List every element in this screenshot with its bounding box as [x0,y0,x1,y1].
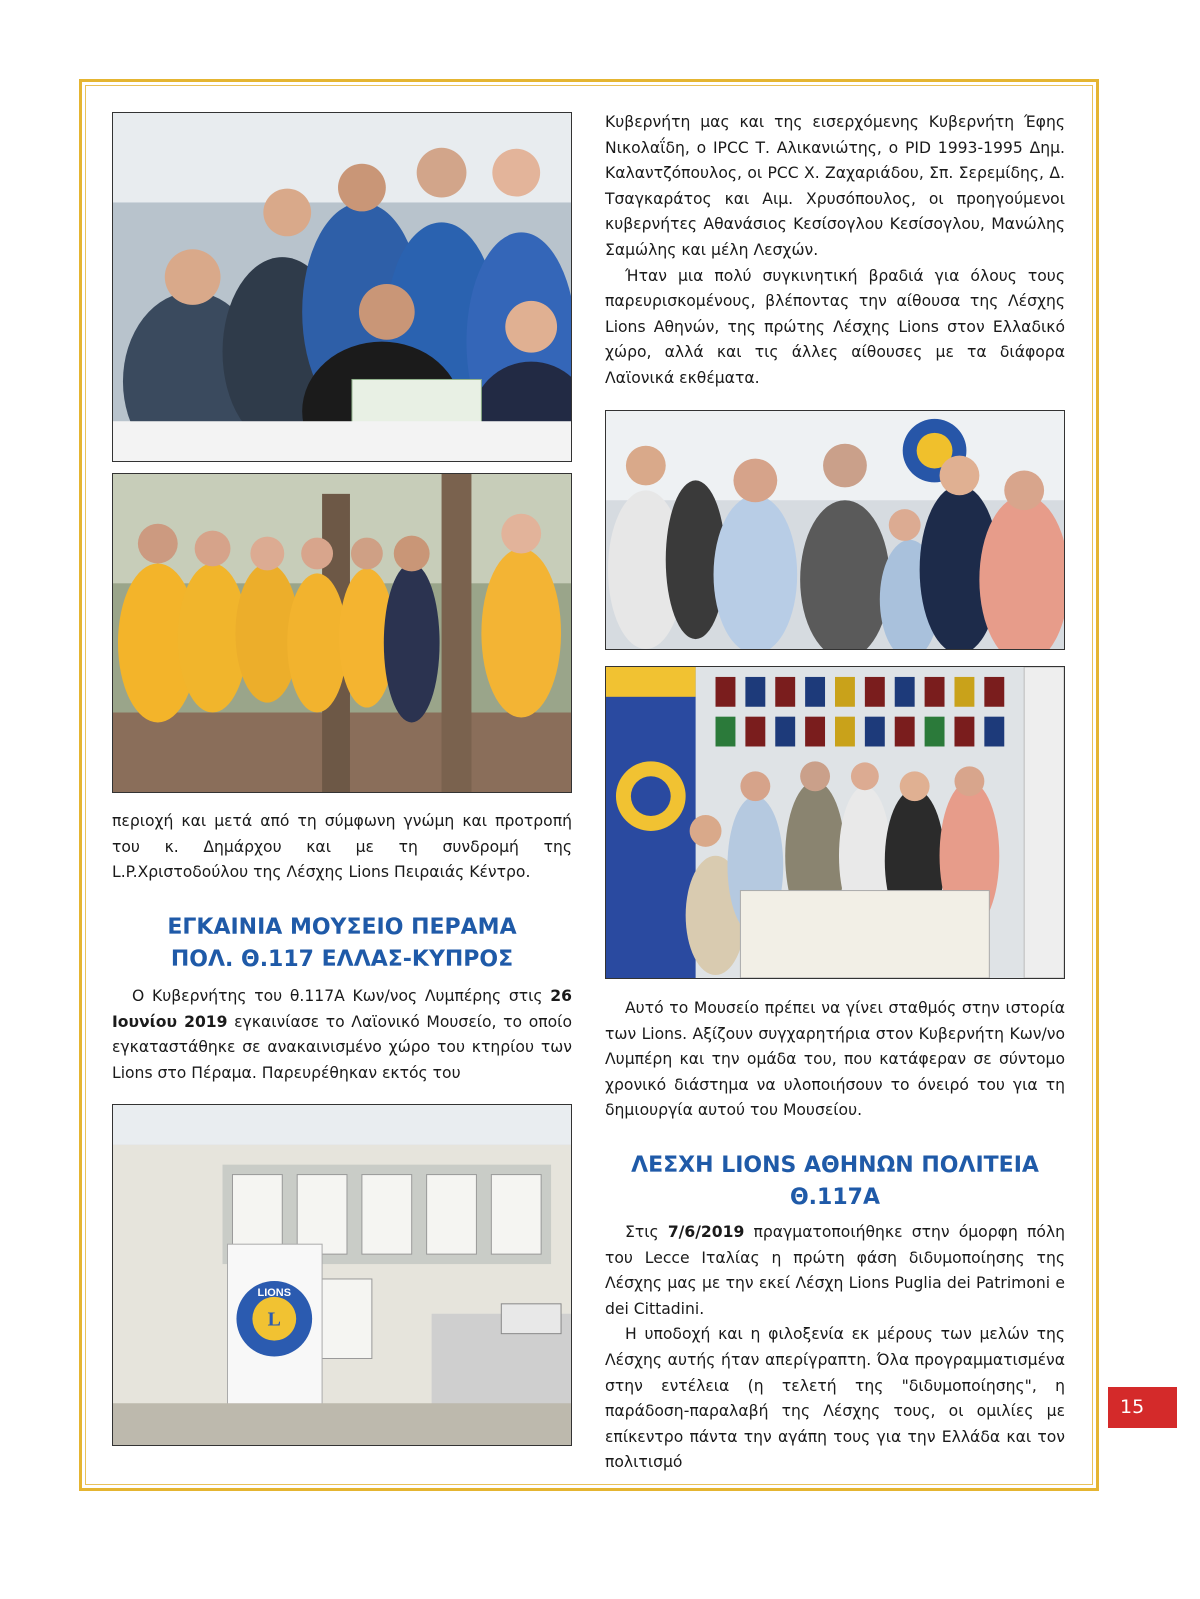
right-paragraph-2-text: Ήταν μια πολύ συγκινητική βραδιά για όλους τους παρευρισκομένους, βλέποντας την αίθουσα της Λέσχης Lions Αθηνών, της πρώτης Λέσχης Lions στον Ελλαδικό χώρο, αλλά και τις άλλες αίθουσες με τα διάφορα Λαϊονικά εκθέματα. [605,266,1065,387]
left-paragraph-1 [112,809,572,886]
photo-museum-group [605,410,1065,650]
left-heading-line2: ΠΟΛ. Θ.117 ΕΛΛΑΣ-ΚΥΠΡΟΣ [170,947,514,972]
left-heading [112,912,572,976]
page-number-badge [1108,1387,1177,1428]
right-heading-line1: ΛΕΣΧΗ LIONS ΑΘΗΝΩΝ ΠΟΛΙΤΕΙΑ [631,1153,1039,1178]
right-heading-line2: Θ.117Α [789,1185,880,1210]
right-paragraph-3 [605,996,1065,1124]
left-paragraph-2-date: 26 Ιουνίου 2019 [112,987,572,1031]
right-paragraph-5-text: Η υποδοχή και η φιλοξενία εκ μέρους των μελών της Λέσχης αυτής ήταν απερίγραπτη. Όλα προγραμματισμένα στην εντέλεια (η τελετή της "διδυμοποίησης", η παράδοση-παραλαβή της Λέσχης τους, οι ομιλίες με επίκεντρο πάντα την αγάπη τους για την Ελλάδα και τον πολιτισμό [605,1325,1065,1472]
left-paragraph-1-text: περιοχή και μετά από τη σύμφωνη γνώμη και προτροπή του κ. Δημάρχου και με τη συνδρομή της L.P.Χριστοδούλου της Λέσχης Lions Πειραιάς Κέντρο. [112,812,572,882]
right-paragraph-4-date: 7/6/2019 [667,1223,745,1241]
right-heading [605,1150,1065,1214]
left-paragraph-2-after: εγκαινίασε το Λαϊονικό Μουσείο, το οποίο εγκαταστάθηκε σε ανακαινισμένο χώρο του κτηρίου των Lions στο Πέραμα. Παρευρέθηκαν εκτός του [112,1012,572,1082]
photo-building [112,1104,572,1446]
photo-museum-banners [605,666,1065,979]
right-paragraph-1-text: Κυβερνήτη μας και της εισερχόμενης Κυβερνήτη Έφης Νικολαΐδη, ο IPCC Τ. Αλικανιώτης, ο PID 1993-1995 Δημ. Καλαντζόπουλος, οι PCC Χ. Ζαχαριάδου, Σπ. Σερεμίδης, Δ. Τσαγκαράτος και Αιμ. Χρυσόπουλος, οι προηγούμενοι κυβερνήτες Αθανάσιος Κεσίσογλου Κεσίσογλου, Μανώλης Σαμώλης και μέλη Λεσχών. [605,113,1065,259]
photo-group-cheque [112,112,572,462]
right-paragraph-3-text: Αυτό το Μουσείο πρέπει να γίνει σταθμός στην ιστορία των Lions. Αξίζουν συγχαρητήρια στον Κυβερνήτη Κων/νο Λυμπέρη και την ομάδα του, που κατάφεραν σε σύντομο χρονικό διάστημα να υλοποιήσουν το όνειρό του για τη δημιουργία αυτού του Μουσείου. [605,999,1065,1120]
right-paragraph-4-after: πραγματοποιήθηκε στην όμορφη πόλη του Lecce Ιταλίας η πρώτη φάση διδυμοποίησης της Λέσχης μας με την εκεί Λέσχη Lions Puglia dei Patrimoni e dei Cittadini. [605,1223,1065,1318]
left-paragraph-2-before: Ο Κυβερνήτης του θ.117Α Κων/νος Λυμπέρης στις [132,987,551,1005]
left-heading-line1: ΕΓΚΑΙΝΙΑ ΜΟΥΣΕΙΟ ΠΕΡΑΜΑ [167,915,517,940]
right-paragraph-1 [605,110,1065,392]
page-number: 15 [1120,1396,1145,1418]
left-paragraph-2 [112,984,572,1086]
right-paragraph-4-before: Στις [625,1223,668,1241]
building-sign-text: LIONS [257,1286,292,1299]
svg-text:L: L [267,1308,281,1331]
right-paragraph-4 [605,1220,1065,1476]
photo-group-vests [112,473,572,793]
